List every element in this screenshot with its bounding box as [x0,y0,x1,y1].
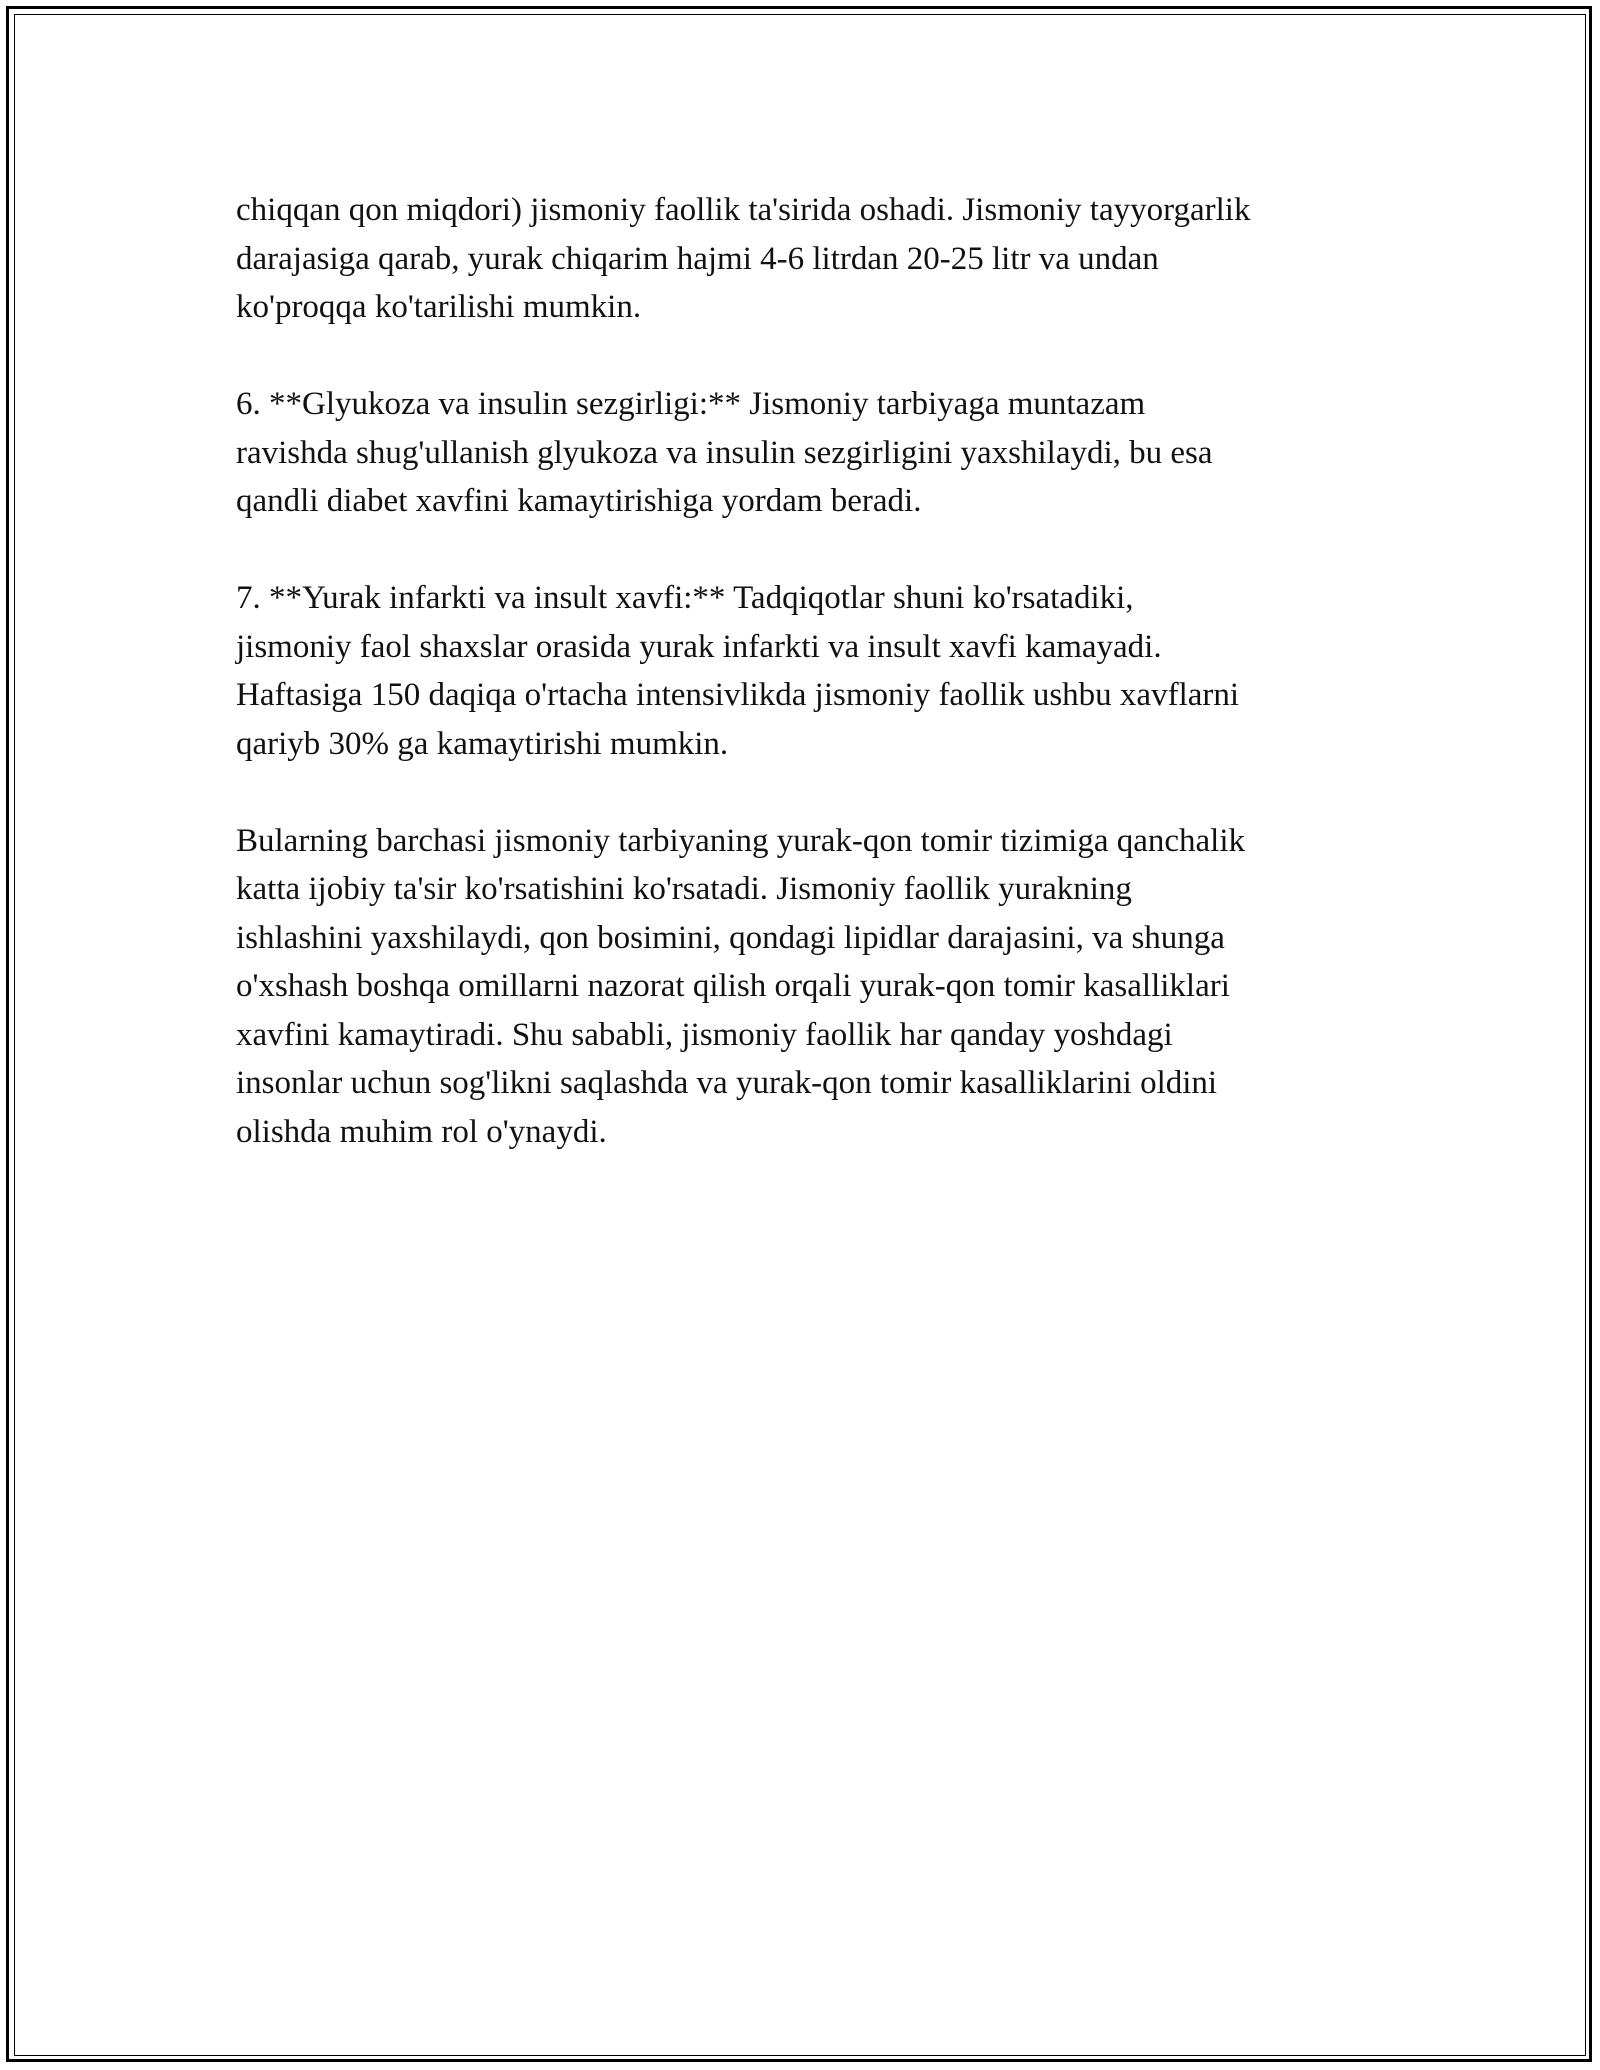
paragraph-infarct-stroke: 7. **Yurak infarkti va insult xavfi:** Tadqiqotlar shuni ko'rsatadiki, jismoniy faol shaxslar orasida yurak infarkti va insult xavfi kamayadi. Haftasiga 150 daqiqa o'rtacha intensivlikda jismoniy faollik ushbu xavflarni qariyb 30% ga kamaytirishi mumkin. [236,580,1240,762]
paragraph-glucose-insulin: 6. **Glyukoza va insulin sezgirligi:** Jismoniy tarbiyaga muntazam ravishda shug'ullanish glyukoza va insulin sezgirligini yaxshilaydi, bu esa qandli diabet xavfini kamaytirishiga yordam beradi. [236,386,1213,519]
document-body [236,186,1396,1205]
paragraph-conclusion: Bularning barchasi jismoniy tarbiyaning yurak-qon tomir tizimiga qanchalik katta ijobiy ta'sir ko'rsatishini ko'rsatadi. Jismoniy faollik yurakning ishlashini yaxshilaydi, qon bosimini, qondagi lipidlar darajasini, va shunga o'xshash boshqa omillarni nazorat qilish orqali yurak-qon tomir kasalliklari xavfini kamaytiradi. Shu sababli, jismoniy faollik har qanday yoshdagi insonlar uchun sog'likni saqlashda va yurak-qon tomir kasalliklarini oldini olishda muhim rol o'ynaydi. [236,822,1246,1150]
paragraph-cardiac-output: chiqqan qon miqdori) jismoniy faollik ta'sirida oshadi. Jismoniy tayyorgarlik darajasiga qarab, yurak chiqarim hajmi 4-6 litrdan 20-25 litr va undan ko'proqqa ko'tarilishi mumkin. [236,192,1251,325]
